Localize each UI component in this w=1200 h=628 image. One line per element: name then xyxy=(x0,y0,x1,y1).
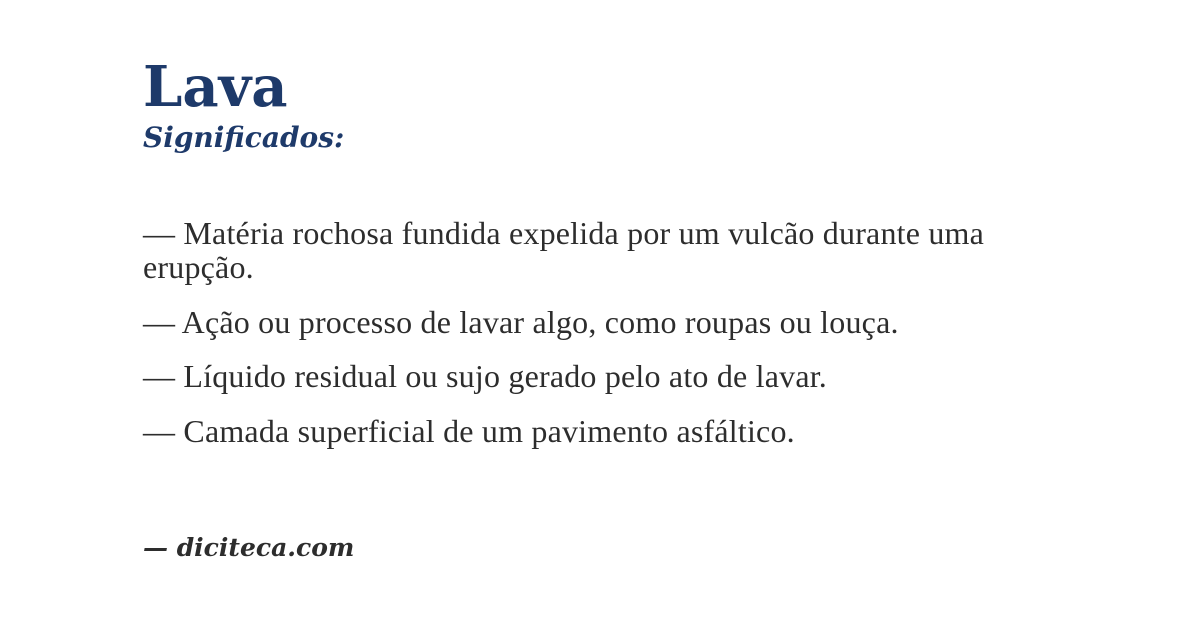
definition-item-3: — Líquido residual ou sujo gerado pelo ato de lavar. xyxy=(143,358,828,395)
definition-item-4: — Camada superficial de um pavimento asfáltico. xyxy=(143,412,795,449)
subtitle-significados: Significados: xyxy=(143,120,345,154)
page-title: Lava xyxy=(143,54,288,120)
definition-item-2: — Ação ou processo de lavar algo, como roupas ou louça. xyxy=(143,303,899,340)
definitions-list xyxy=(143,216,1090,449)
definition-item-1: — Matéria rochosa fundida expelida por um vulcão durante uma erupção. xyxy=(143,214,985,286)
site-attribution: — diciteca.com xyxy=(143,533,355,562)
